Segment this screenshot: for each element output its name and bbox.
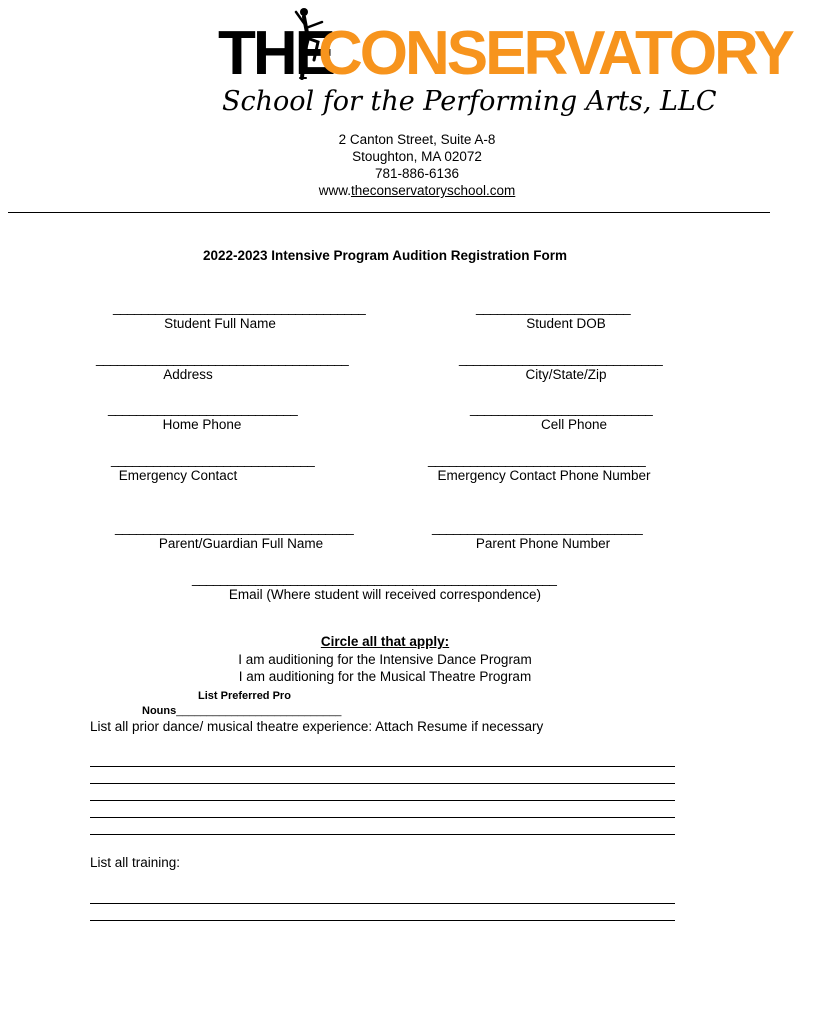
preferred-pronouns-label: List Preferred Pro — [198, 690, 291, 702]
pronouns-field[interactable]: ___________________________ — [176, 705, 342, 717]
logo-conservatory-text: CONSERVATORY — [318, 19, 792, 88]
option-dance-program[interactable]: I am auditioning for the Intensive Dance Program — [238, 652, 532, 667]
training-line[interactable] — [90, 920, 675, 921]
parent-name-field[interactable]: __________________________________ — [115, 520, 354, 535]
home-phone-label: Home Phone — [162, 417, 242, 432]
experience-line[interactable] — [90, 800, 675, 801]
experience-line[interactable] — [90, 817, 675, 818]
header-divider — [8, 212, 770, 213]
option-musical-theatre-program[interactable]: I am auditioning for the Musical Theatre Program — [238, 669, 532, 684]
parent-name-label: Parent/Guardian Full Name — [158, 536, 324, 551]
address-field[interactable]: ____________________________________ — [96, 351, 349, 366]
pronouns-label-continued — [142, 705, 341, 717]
experience-line[interactable] — [90, 834, 675, 835]
cell-phone-label: Cell Phone — [540, 417, 608, 432]
parent-phone-field[interactable]: ______________________________ — [432, 520, 643, 535]
training-line[interactable] — [90, 903, 675, 904]
training-prompt: List all training: — [90, 855, 181, 870]
school-logo — [218, 4, 792, 126]
email-label: Email (Where student will received correspondence) — [228, 587, 542, 602]
cell-phone-field[interactable]: __________________________ — [470, 401, 653, 416]
website-prefix: www. — [318, 183, 351, 198]
logo-the-text: THE — [218, 19, 333, 88]
emergency-contact-label: Emergency Contact — [118, 468, 238, 483]
experience-line[interactable] — [90, 766, 675, 767]
city-state-zip-label: City/State/Zip — [525, 367, 607, 382]
student-dob-label: Student DOB — [526, 316, 606, 331]
city-state-zip-address: Stoughton, MA 02072 — [352, 149, 482, 164]
website-link[interactable]: theconservatoryschool.com — [350, 183, 516, 198]
experience-prompt: List all prior dance/ musical theatre experience: Attach Resume if necessary — [90, 719, 544, 734]
parent-phone-label: Parent Phone Number — [475, 536, 611, 551]
emergency-phone-field[interactable]: _______________________________ — [428, 452, 646, 467]
email-field[interactable]: ____________________________________________________ — [192, 571, 557, 586]
phone-number: 781-886-6136 — [374, 166, 460, 181]
student-dob-field[interactable]: ______________________ — [476, 300, 631, 315]
address-label: Address — [163, 367, 213, 382]
emergency-contact-field[interactable]: _____________________________ — [111, 452, 315, 467]
city-state-zip-field[interactable]: _____________________________ — [459, 351, 663, 366]
website-line — [0, 182, 834, 199]
emergency-phone-label: Emergency Contact Phone Number — [437, 468, 651, 483]
circle-all-heading: Circle all that apply: — [320, 634, 450, 649]
pronouns-label-word: Nouns — [142, 705, 177, 717]
student-name-field[interactable]: ____________________________________ — [113, 300, 366, 315]
logo-tagline: School for the Performing Arts, LLC — [222, 86, 717, 117]
form-title: 2022-2023 Intensive Program Audition Registration Form — [202, 248, 568, 263]
street-address: 2 Canton Street, Suite A-8 — [338, 132, 496, 147]
home-phone-field[interactable]: ___________________________ — [108, 401, 298, 416]
student-name-label: Student Full Name — [164, 316, 276, 331]
experience-line[interactable] — [90, 783, 675, 784]
